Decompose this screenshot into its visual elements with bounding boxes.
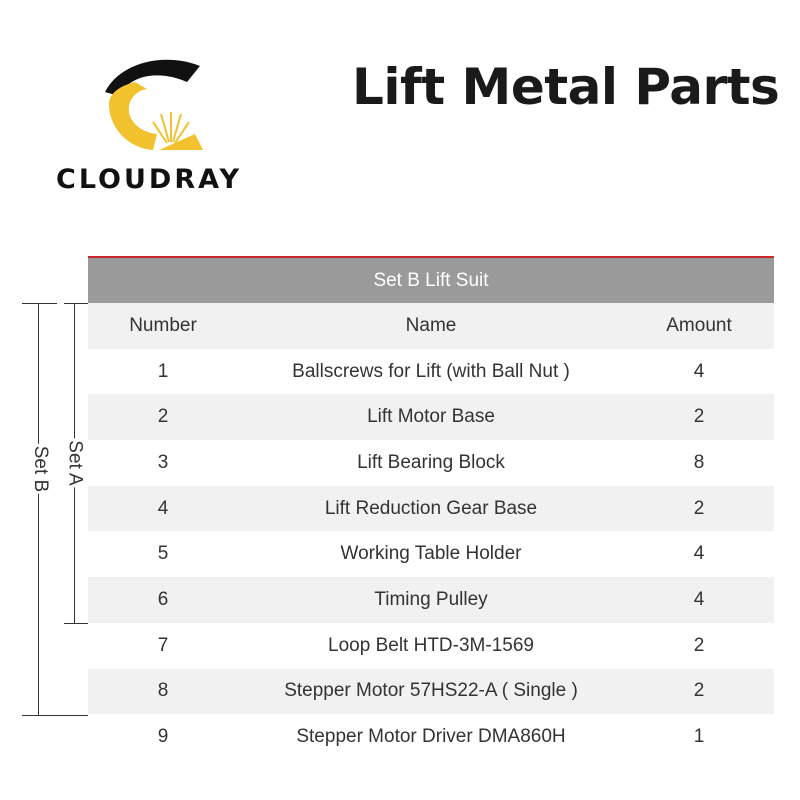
- set-b-label: Set B: [30, 445, 52, 493]
- table-row: [88, 531, 774, 577]
- row-name: Stepper Motor Driver DMA860H: [296, 726, 566, 748]
- page-title: Lift Metal Parts: [352, 58, 780, 116]
- row-name: Lift Bearing Block: [357, 451, 505, 473]
- table-caption: Set B Lift Suit: [88, 258, 774, 303]
- cloudray-logo-icon: [95, 52, 215, 157]
- row-name: Working Table Holder: [340, 543, 522, 565]
- column-header-name: Name: [405, 314, 457, 336]
- row-amount: 2: [693, 406, 705, 428]
- row-number: 1: [157, 360, 169, 382]
- row-amount: 4: [693, 360, 705, 382]
- set-a-label: Set A: [64, 440, 86, 486]
- row-number: 5: [157, 543, 169, 565]
- row-name: Lift Reduction Gear Base: [324, 497, 538, 519]
- row-name: Loop Belt HTD-3M-1569: [328, 634, 534, 656]
- table-row: [88, 440, 774, 486]
- row-amount: 2: [693, 680, 705, 702]
- row-number: 2: [157, 406, 169, 428]
- table-row: [88, 714, 774, 760]
- table-row: [88, 669, 774, 715]
- row-amount: 8: [693, 451, 705, 473]
- row-name: Timing Pulley: [374, 588, 488, 610]
- row-name: Ballscrews for Lift (with Ball Nut ): [292, 360, 570, 382]
- row-number: 8: [157, 680, 169, 702]
- row-number: 7: [157, 634, 169, 656]
- row-name: Lift Motor Base: [367, 406, 495, 428]
- table-row: [88, 486, 774, 532]
- table-row: [88, 394, 774, 440]
- parts-table: [88, 256, 774, 760]
- brand-name: CLOUDRAY: [56, 164, 242, 195]
- table-row: [88, 349, 774, 395]
- row-amount: 2: [693, 497, 705, 519]
- column-header-number: Number: [129, 314, 197, 336]
- row-number: 4: [157, 497, 169, 519]
- column-header-amount: Amount: [666, 314, 732, 336]
- row-amount: 4: [693, 588, 705, 610]
- row-amount: 1: [693, 726, 705, 748]
- row-amount: 2: [693, 634, 705, 656]
- table-header-row: [88, 303, 774, 349]
- row-number: 3: [157, 451, 169, 473]
- row-amount: 4: [693, 543, 705, 565]
- table-row: [88, 623, 774, 669]
- row-number: 6: [157, 588, 169, 610]
- row-name: Stepper Motor 57HS22-A ( Single ): [284, 680, 578, 702]
- table-row: [88, 577, 774, 623]
- row-number: 9: [157, 726, 169, 748]
